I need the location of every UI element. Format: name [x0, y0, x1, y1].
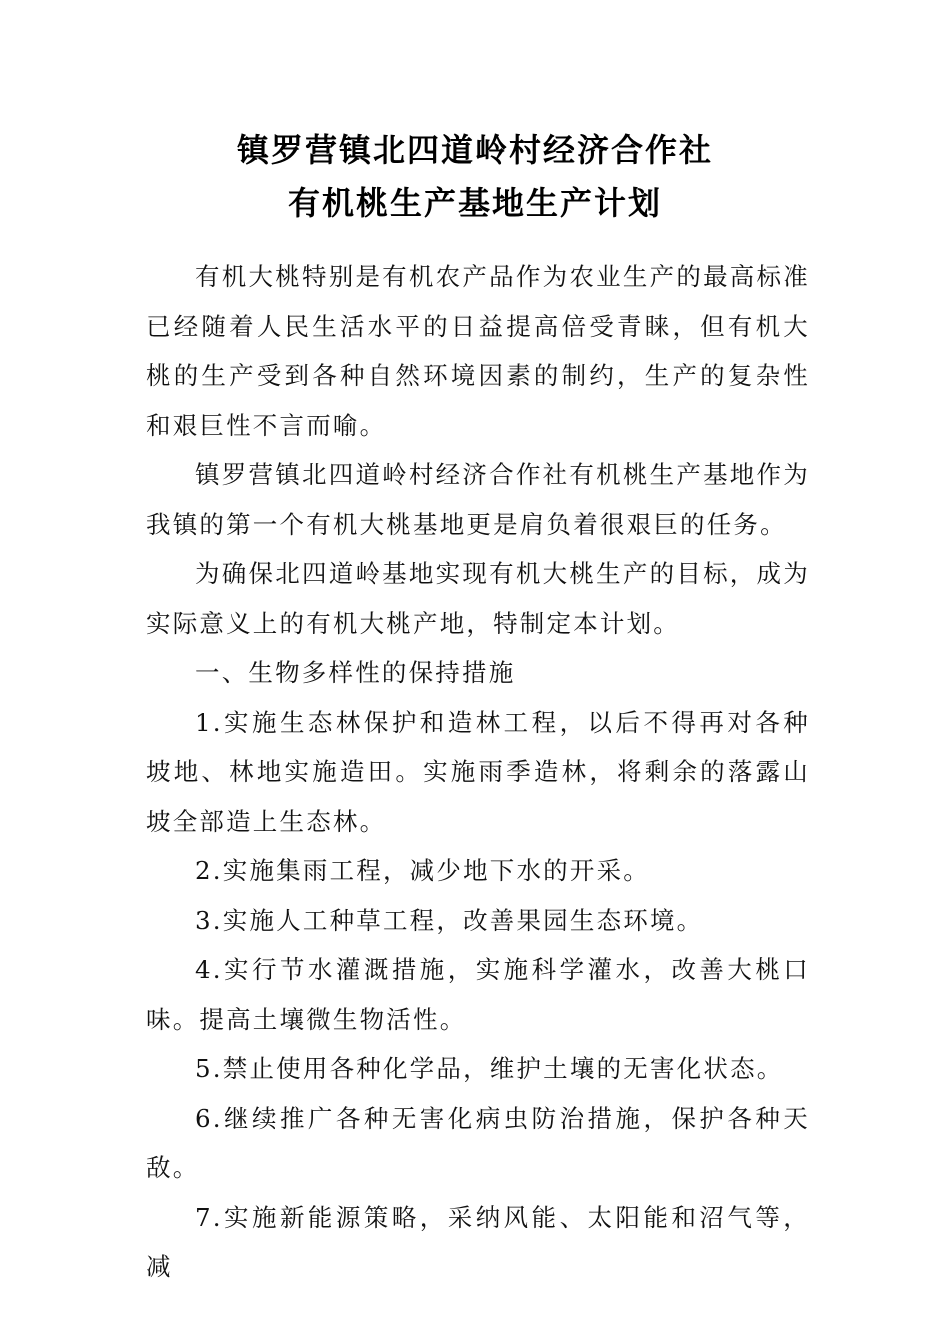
list-item-7: 7.实施新能源策略，采纳风能、太阳能和沼气等，减 [146, 1202, 810, 1281]
list-item-1: 1.实施生态林保护和造林工程，以后不得再对各种坡地、林地实施造田。实施雨季造林，将剩余的落露山坡全部造上生态林。 [146, 707, 810, 836]
document-title [0, 124, 950, 230]
list-item-4: 4.实行节水灌溉措施，实施科学灌水，改善大桃口味。提高土壤微生物活性。 [146, 955, 810, 1034]
list-item-5: 5.禁止使用各种化学品，维护土壤的无害化状态。 [195, 1054, 784, 1083]
list-item-6: 6.继续推广各种无害化病虫防治措施，保护各种天敌。 [146, 1103, 810, 1182]
paragraph-intro: 有机大桃特别是有机农产品作为农业生产的最高标准已经随着人民生活水平的日益提高倍受青睐，但有机大桃的生产受到各种自然环境因素的制约，生产的复杂性和艰巨性不言而喻。 [146, 262, 810, 440]
document-body [146, 252, 810, 1292]
paragraph-base-task: 镇罗营镇北四道岭村经济合作社有机桃生产基地作为我镇的第一个有机大桃基地更是肩负着很艰巨的任务。 [146, 460, 810, 539]
list-item-2: 2.实施集雨工程，减少地下水的开采。 [195, 856, 650, 885]
list-item-3: 3.实施人工种草工程，改善果园生态环境。 [195, 905, 704, 935]
paragraph-purpose: 为确保北四道岭基地实现有机大桃生产的目标，成为实际意义上的有机大桃产地，特制定本计划。 [146, 559, 810, 638]
title-line-2: 有机桃生产基地生产计划 [287, 184, 662, 222]
section-heading-biodiversity: 一、生物多样性的保持措施 [195, 658, 516, 687]
title-line-1: 镇罗营镇北四道岭村经济合作社 [236, 131, 713, 169]
